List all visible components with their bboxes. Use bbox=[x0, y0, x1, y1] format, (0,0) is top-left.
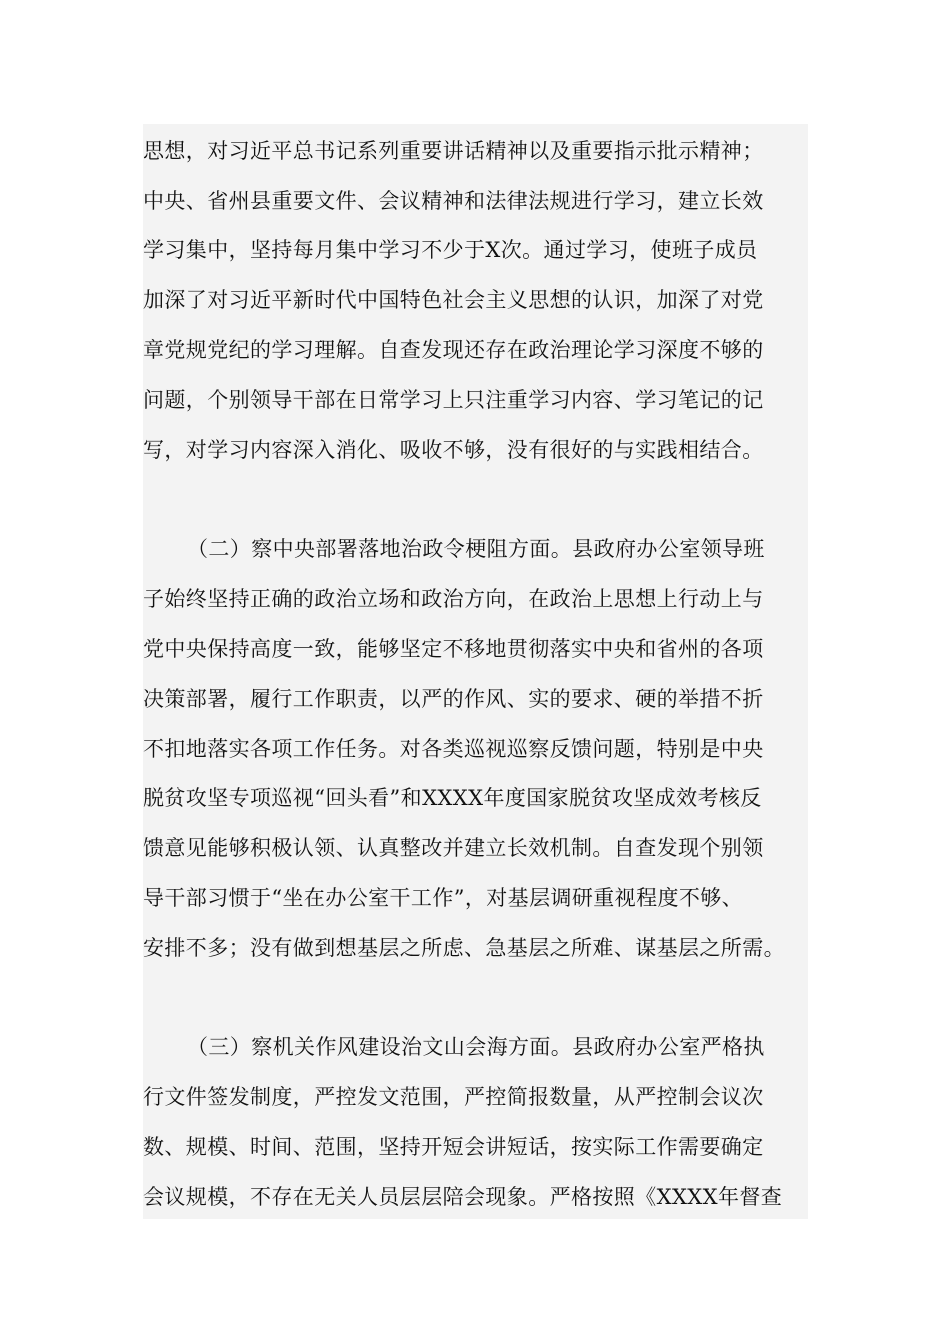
text-line: 决策部署，履行工作职责，以严的作风、实的要求、硬的举措不折 bbox=[143, 687, 764, 711]
text-line: 写，对学习内容深入消化、吸收不够，没有很好的与实践相结合。 bbox=[143, 438, 764, 462]
text-line: 思想，对习近平总书记系列重要讲话精神以及重要指示批示精神； bbox=[143, 139, 764, 163]
text-line: 章党规党纪的学习理解。自查发现还存在政治理论学习深度不够的 bbox=[143, 338, 764, 362]
text-line: 脱贫攻坚专项巡视“回头看”和XXXX年度国家脱贫攻坚成效考核反 bbox=[143, 786, 762, 810]
text-line: 加深了对习近平新时代中国特色社会主义思想的认识，加深了对党 bbox=[143, 288, 764, 312]
text-line: 中央、省州县重要文件、会议精神和法律法规进行学习，建立长效 bbox=[143, 189, 764, 213]
text-line: 子始终坚持正确的政治立场和政治方向，在政治上思想上行动上与 bbox=[143, 587, 764, 611]
text-line: 安排不多；没有做到想基层之所虑、急基层之所难、谋基层之所需。 bbox=[143, 936, 785, 960]
text-line: 导干部习惯于“坐在办公室干工作”，对基层调研重视程度不够、 bbox=[143, 886, 744, 910]
text-line: 党中央保持高度一致，能够坚定不移地贯彻落实中央和省州的各项 bbox=[143, 637, 764, 661]
section-heading-line: （三）察机关作风建设治文山会海方面。县政府办公室严格执 bbox=[187, 1035, 765, 1059]
text-line: 学习集中，坚持每月集中学习不少于X次。通过学习，使班子成员 bbox=[143, 238, 758, 262]
paragraph-section-two bbox=[143, 479, 808, 965]
section-heading-line: （二）察中央部署落地治政令梗阻方面。县政府办公室领导班 bbox=[187, 537, 765, 561]
text-line: 馈意见能够积极认领、认真整改并建立长效机制。自查发现个别领 bbox=[143, 836, 764, 860]
text-line: 数、规模、时间、范围，坚持开短会讲短话，按实际工作需要确定 bbox=[143, 1135, 764, 1159]
text-line: 问题，个别领导干部在日常学习上只注重学习内容、学习笔记的记 bbox=[143, 388, 764, 412]
paragraph-continuation bbox=[143, 124, 808, 479]
paragraph-section-three bbox=[143, 965, 808, 1219]
text-line: 不扣地落实各项工作任务。对各类巡视巡察反馈问题，特别是中央 bbox=[143, 737, 764, 761]
text-line: 行文件签发制度，严控发文范围，严控简报数量，从严控制会议次 bbox=[143, 1085, 764, 1109]
text-line: 会议规模，不存在无关人员层层陪会现象。严格按照《XXXX年督查 bbox=[143, 1185, 783, 1209]
